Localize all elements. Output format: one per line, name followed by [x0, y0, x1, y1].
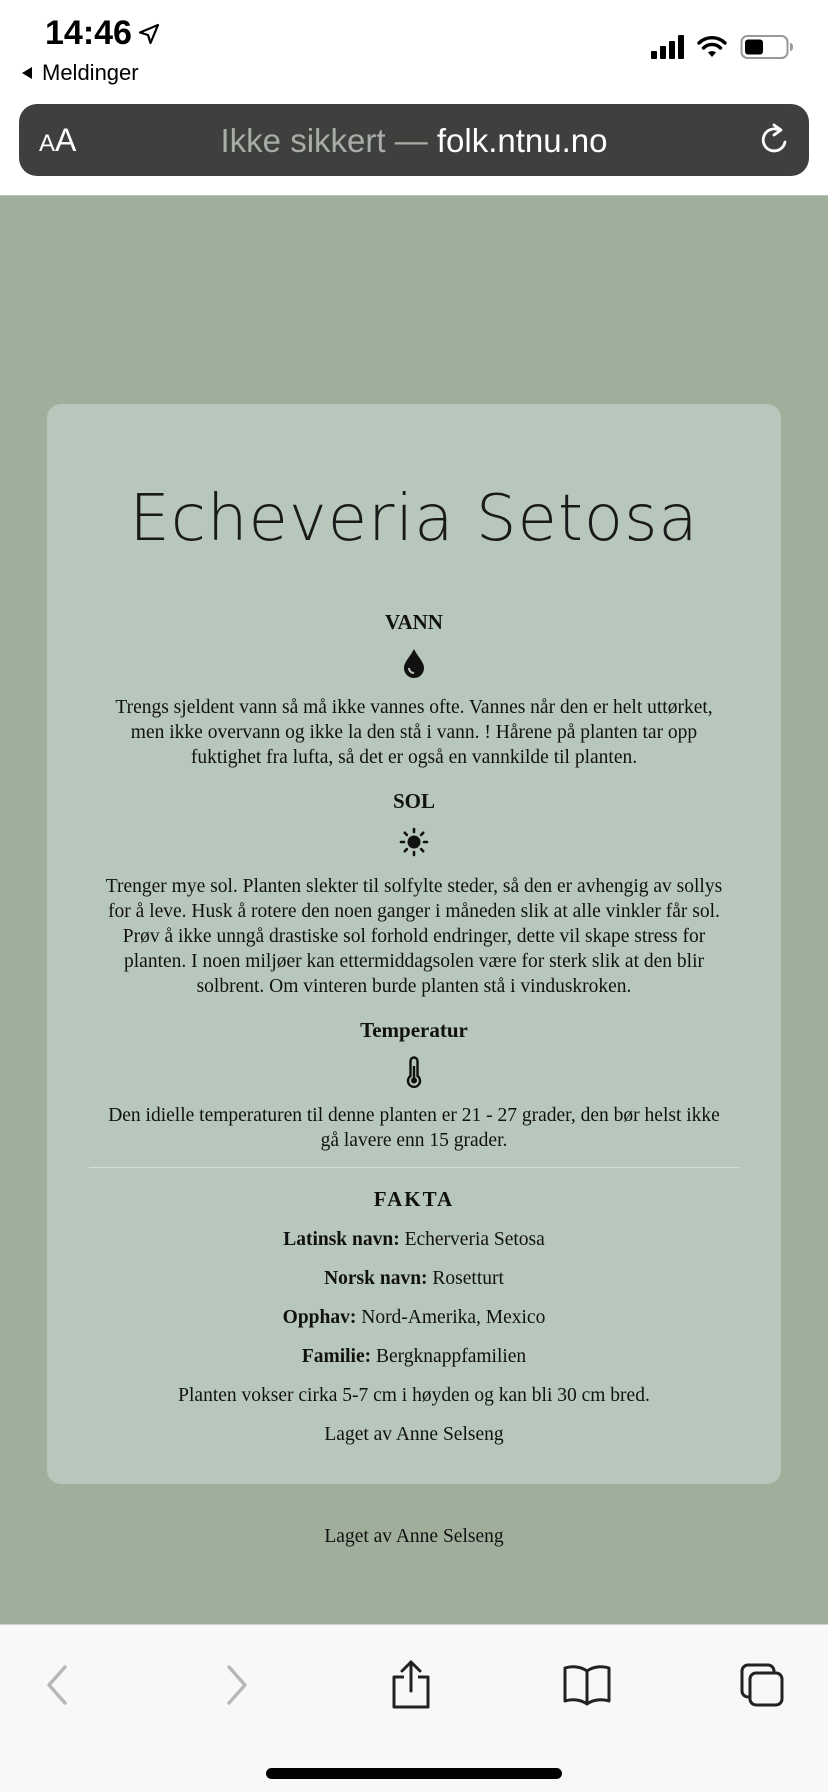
back-triangle-icon	[20, 66, 34, 80]
text-line: gå lavere enn 15 grader.	[320, 1130, 508, 1151]
section-divider	[89, 1167, 739, 1168]
reload-icon	[757, 122, 793, 158]
text-line: for å leve. Husk å rotere den noen ganger i måneden slik at alle vinkler får sol.	[108, 901, 720, 922]
status-indicators	[651, 34, 794, 60]
fact-opphav	[47, 1307, 781, 1329]
fact-latin-name	[47, 1229, 781, 1251]
page-title: Echeveria Setosa	[129, 482, 699, 556]
fact-label: Latinsk navn:	[283, 1229, 400, 1250]
water-drop-icon	[47, 648, 781, 678]
wifi-icon	[696, 35, 728, 59]
section-text-vann	[87, 695, 741, 770]
browser-toolbar	[0, 1624, 828, 1792]
fact-familie	[47, 1346, 781, 1368]
section-heading-vann: VANN	[385, 610, 443, 634]
fact-value: Nord-Amerika, Mexico	[356, 1307, 546, 1328]
text-line: Trengs sjeldent vann så må ikke vannes ofte. Vannes når den er helt uttørket,	[115, 697, 713, 718]
text-line: Den idielle temperaturen til denne planten er 21 - 27 grader, den bør helst ikke	[108, 1105, 720, 1126]
section-heading-temperatur: Temperatur	[360, 1018, 468, 1042]
cellular-signal-icon	[651, 35, 684, 59]
bookmarks-button[interactable]	[557, 1655, 617, 1715]
text-line: Trenger mye sol. Planten slekter til solfylte steder, så den er avhengig av sollys	[105, 876, 723, 897]
text-line: planten. I noen miljøer kan ettermiddagsolen være for sterk slik at den blir	[124, 951, 704, 972]
back-to-app-link[interactable]	[20, 60, 139, 86]
bookmarks-icon	[562, 1663, 612, 1707]
plant-card	[47, 404, 781, 1484]
home-indicator[interactable]	[266, 1768, 562, 1779]
fact-label: Opphav:	[282, 1307, 357, 1328]
fact-label: Norsk navn:	[324, 1268, 428, 1289]
page-footer: Laget av Anne Selseng	[324, 1526, 504, 1547]
share-icon	[389, 1659, 433, 1711]
location-arrow-icon	[138, 23, 160, 45]
text-line: fuktighet fra lufta, så det er også en vannkilde til planten.	[190, 747, 638, 768]
forward-button[interactable]	[206, 1655, 266, 1715]
battery-icon	[740, 34, 794, 60]
section-heading-sol: SOL	[392, 789, 436, 813]
fact-value: Bergknappfamilien	[371, 1346, 527, 1367]
tabs-button[interactable]	[732, 1655, 792, 1715]
text-size-big-glyph: A	[55, 122, 77, 158]
fact-label: Familie:	[301, 1346, 372, 1367]
back-app-label: Meldinger	[42, 60, 139, 85]
reload-button[interactable]	[757, 122, 793, 163]
thermometer-icon	[47, 1056, 781, 1088]
section-text-sol	[87, 874, 741, 999]
fact-size-note: Planten vokser cirka 5-7 cm i høyden og kan bli 30 cm bred.	[178, 1385, 650, 1406]
status-time-text: 14:46	[45, 14, 132, 52]
tabs-icon	[738, 1661, 786, 1709]
url-display[interactable]	[19, 122, 809, 160]
address-bar[interactable]	[19, 104, 809, 176]
text-line: men ikke overvann og ikke la den stå i vann. ! Hårene på planten tar opp	[130, 722, 698, 743]
url-domain: folk.ntnu.no	[436, 122, 608, 159]
url-insecure-label: Ikke sikkert —	[220, 122, 428, 159]
fact-value: Rosetturt	[427, 1268, 504, 1289]
sun-icon	[47, 827, 781, 857]
share-button[interactable]	[381, 1655, 441, 1715]
text-line: Prøv å ikke unngå drastiske sol forhold endringer, dette vil skape stress for	[122, 926, 706, 947]
text-size-small-glyph: A	[39, 130, 56, 157]
back-icon	[43, 1663, 73, 1707]
section-text-temperatur	[87, 1103, 741, 1153]
card-made-by: Laget av Anne Selseng	[324, 1424, 504, 1445]
status-time	[45, 14, 160, 53]
back-button[interactable]	[28, 1655, 88, 1715]
fakta-heading: FAKTA	[373, 1187, 455, 1211]
text-line: solbrent. Om vinteren burde planten stå i vinduskroken.	[196, 976, 632, 997]
fact-norsk-name	[47, 1268, 781, 1290]
browser-top-chrome	[0, 0, 828, 196]
fact-value: Echerveria Setosa	[399, 1229, 545, 1250]
forward-icon	[221, 1663, 251, 1707]
